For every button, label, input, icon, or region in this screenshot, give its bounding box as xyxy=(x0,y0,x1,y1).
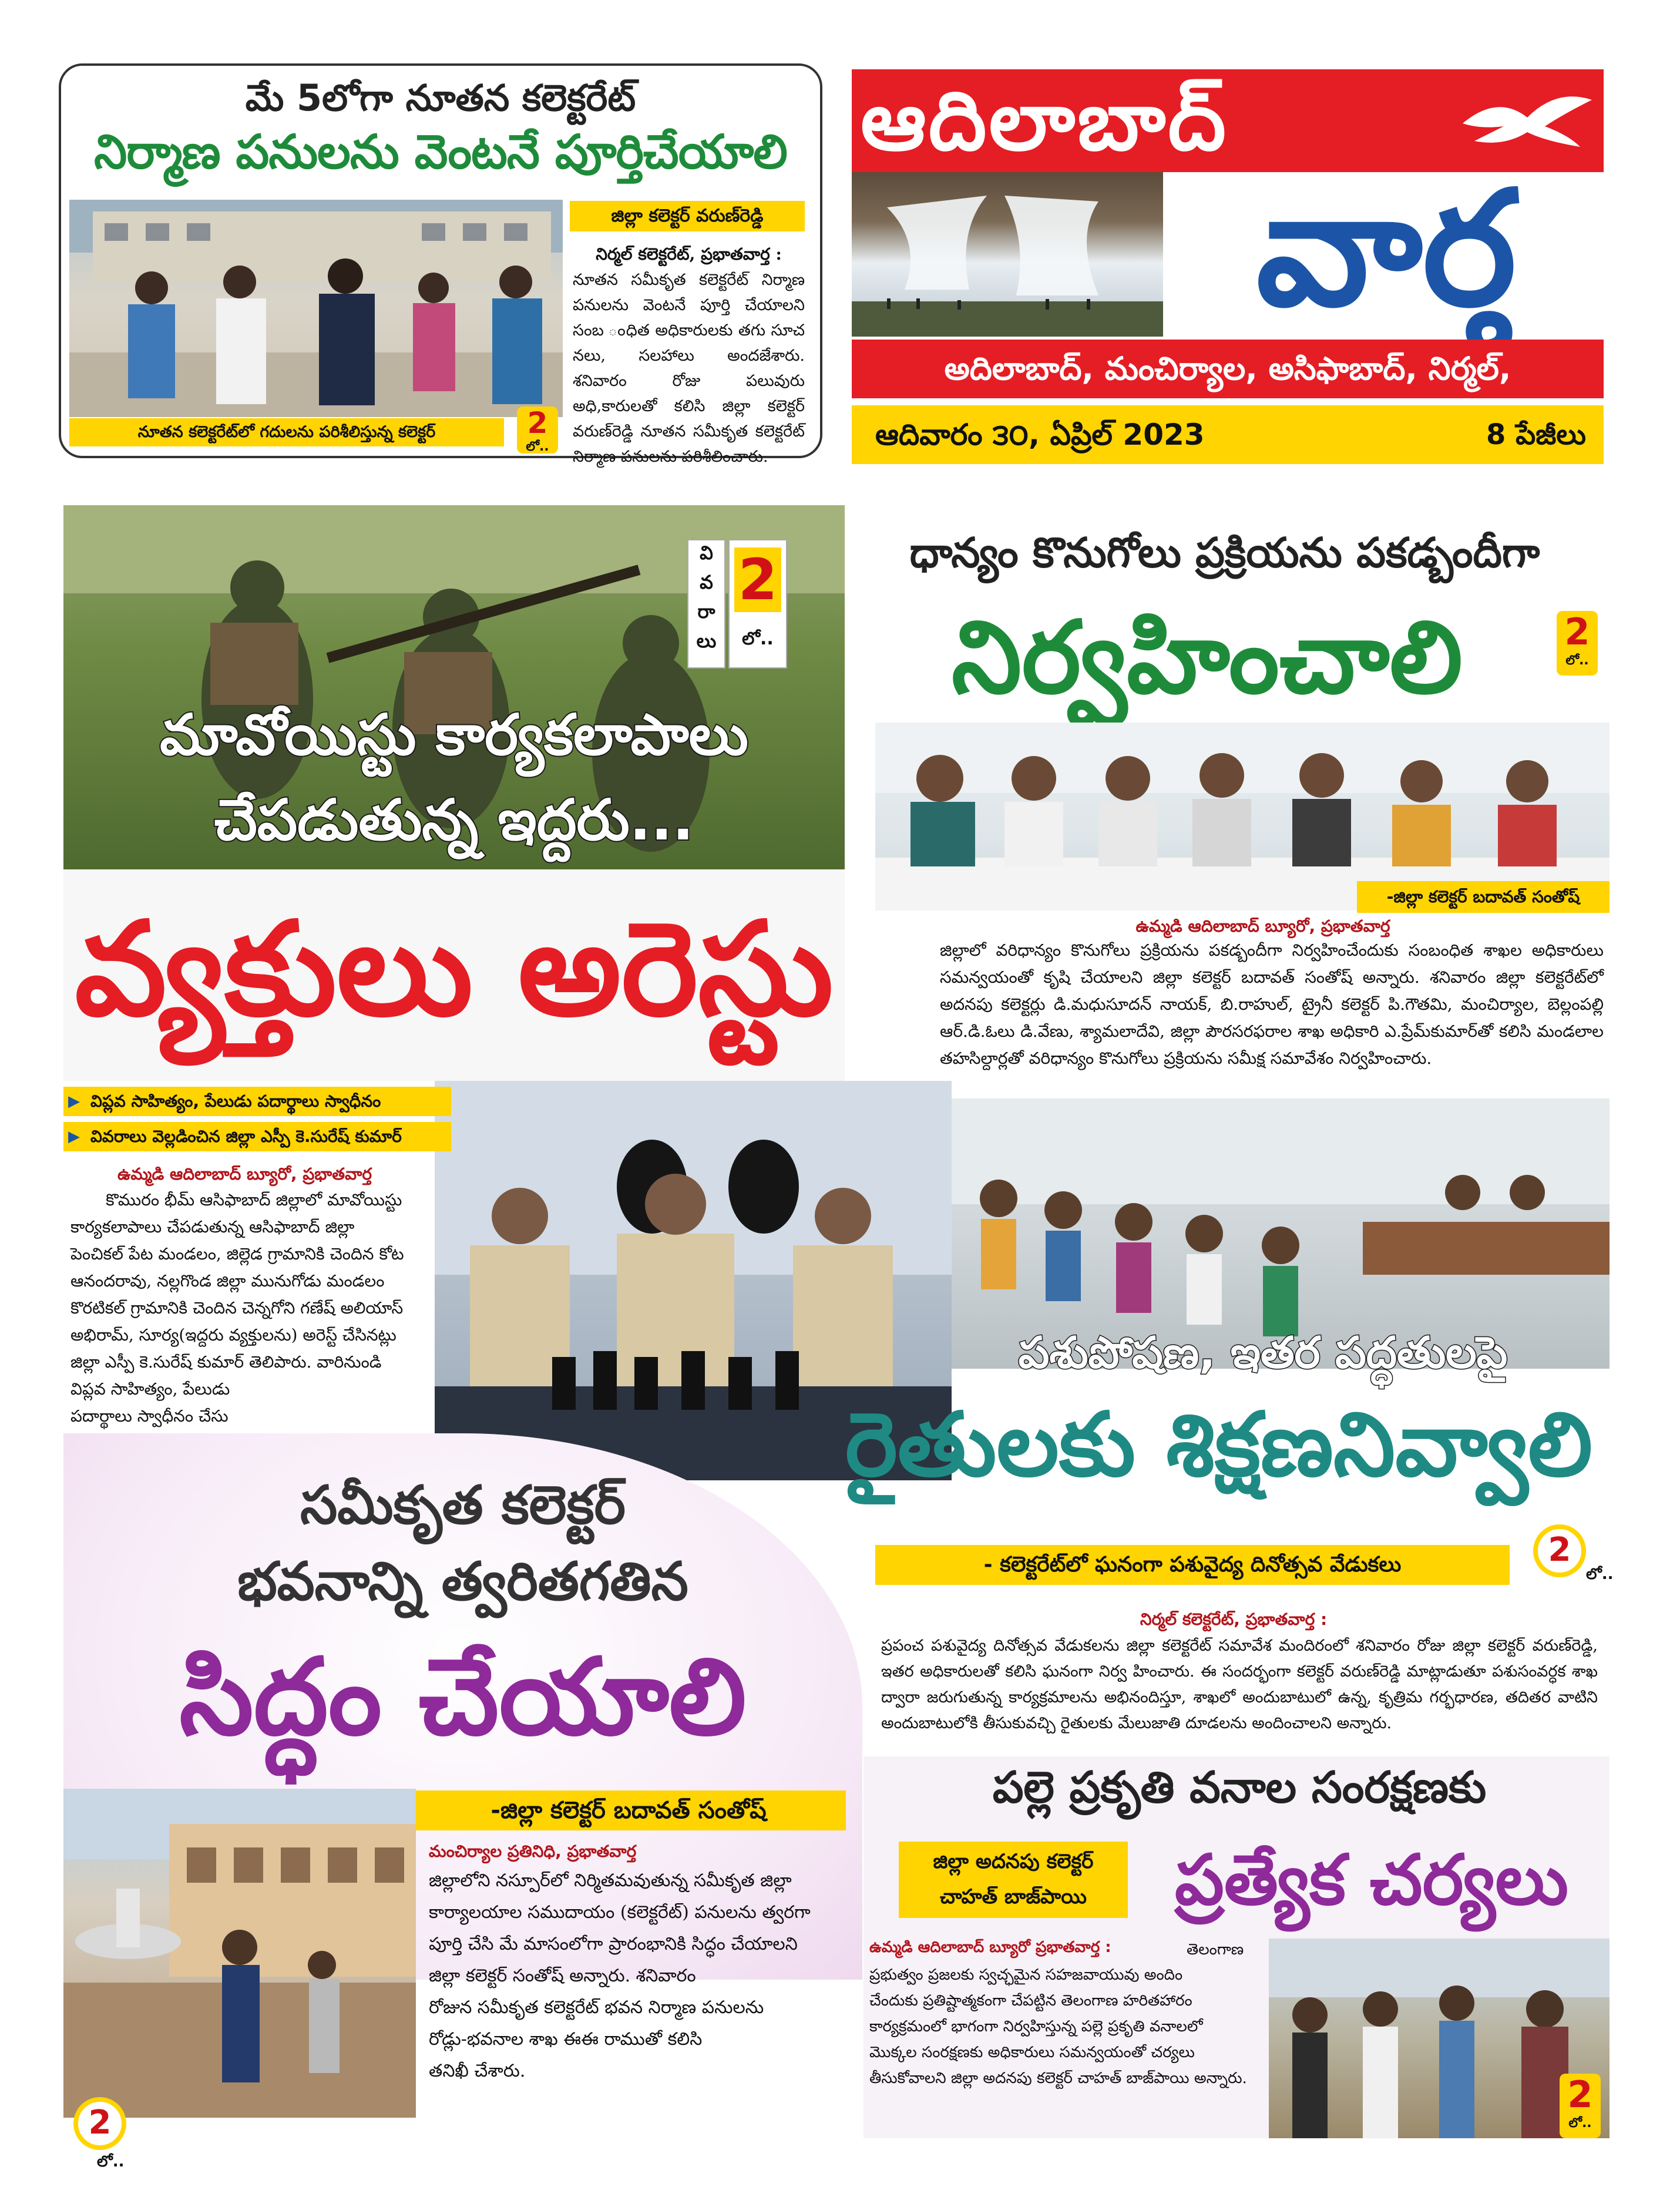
story4-page-num: 2 xyxy=(1548,1531,1571,1569)
masthead-date: ఆదివారం ౩౦, ఏప్రిల్ 2023 xyxy=(875,418,1205,452)
story5-body-line: పూర్తి చేసి మే మాసంలోగా ప్రారంభానికి సిద్ధం చేయాలని xyxy=(429,1934,798,1954)
story2-body-line: పెంచికల్ పేట మండలం, జిల్లెడ గ్రామానికి చెందిన కోట xyxy=(70,1244,404,1264)
story5-line2: భవనాన్ని త్వరితగతిన xyxy=(237,1551,688,1612)
story2-body-line: అభిరామ్, సూర్య(ఇద్దరు వ్యక్తులను) అరెస్ట్ చేసినట్లు xyxy=(70,1325,397,1345)
story1-caption: నూతన కలెక్టరేట్‌లో గదులను పరిశీలిస్తున్న కలెక్టర్ xyxy=(69,418,504,446)
story6-body-line: చేందుకు ప్రతిష్టాత్మకంగా చేపట్టిన తెలంగాణ హరితహారం xyxy=(869,1992,1192,2010)
story6-body xyxy=(869,1962,1269,2091)
story3-byline: ఉమ్మడి ఆదిలాబాద్ బ్యూరో, ప్రభాతవార్త xyxy=(1135,916,1390,936)
masthead-pages: 8 పేజీలు xyxy=(1486,418,1586,451)
story1-body: నూతన సమీకృత కలెక్టరేట్ నిర్మాణ పనులను వెంటనే పూర్తి చేయాలని సంబ ంధిత అధికారులకు తగు సూచ నలు, సలహాలు అందజేశారు. శనివారం రోజు పలువురు అధి,కారులతో కలిసి జిల్లా కలెక్టర్ వరుణ్‌రెడ్డి నూతన సమీకృత కలెక్టరేట్ నిర్మాణ పనులను పరిశీలించారు. xyxy=(573,271,805,466)
masthead-title-top: ఆదిలాబాద్ xyxy=(861,75,1229,167)
story6-page-badge[interactable] xyxy=(1560,2074,1601,2138)
story5-byline: మంచిర్యాల ప్రతినిధి, ప్రభాతవార్త xyxy=(429,1842,637,1861)
story1-headline: నిర్మాణ పనులను వెంటనే పూర్తిచేయాలి xyxy=(94,125,787,179)
story6-tag-line1: జిల్లా అదనపు కలెక్టర్ xyxy=(933,1850,1094,1873)
story2-page-badge[interactable] xyxy=(728,539,787,668)
story2-side-label-2: రా xyxy=(697,600,715,623)
story2-side-label-0: వి xyxy=(700,542,713,564)
story6-tag xyxy=(899,1842,1128,1918)
story1-page-badge[interactable] xyxy=(517,407,558,453)
masthead-waterfall-photo xyxy=(852,172,1163,337)
story6-page-num: 2 xyxy=(1567,2073,1593,2116)
story6-kicker: పల్లె ప్రకృతి వనాల సంరక్షణకు xyxy=(992,1762,1487,1813)
story1-byline: నిర్మల్ కలెక్టరేట్, ప్రభాతవార్త : xyxy=(596,244,782,264)
story4-body: ప్రపంచ పశువైద్య దినోత్సవ వేడుకలను జిల్లా కలెక్టరేట్ సమావేశ మందిరంలో శనివారం రోజు జిల్లా కలెక్టర్ వరుణ్‌రెడ్డి, ఇతర అధికారులతో కలిసి ఘనంగా నిర్వ హించారు. ఈ సందర్భంగా కలెక్టర్ వరుణ్‌రెడ్డి మాట్లాడుతూ పశుసంవర్ధక శాఖ ద్వారా జరుగుతున్న కార్యక్రమాలను అభినందిస్తూ, శాఖలో అందుబాటులో ఉన్న, కృత్రిమ గర్భధారణ, తదితర వాటిని అందుబాటులోకి తీసుకువచ్చి రైతులకు మేలుజాతి దూడలను అందించాలని అన్నారు. xyxy=(881,1637,1598,1732)
story2-side-label-3: లు xyxy=(696,630,717,652)
story1-kicker: మే 5లోగా నూతన కలెక్టరేట్ xyxy=(245,76,636,119)
story2-body-line: కొమురం భీమ్ ఆసిఫాబాద్ జిల్లాలో మావోయిస్టు xyxy=(106,1190,402,1210)
story2-body-line: విప్లవ సాహిత్యం, పేలుడు xyxy=(70,1379,230,1399)
story5-tag: -జిల్లా కలెక్టర్ బదావత్ సంతోష్ xyxy=(411,1790,846,1830)
story4-byline: నిర్మల్ కలెక్టరేట్, ప్రభాతవార్త : xyxy=(1140,1610,1328,1629)
story5-page-lo: లో.. xyxy=(97,2153,125,2171)
story5-body-line: తనిఖీ చేశారు. xyxy=(429,2061,526,2081)
story1-page-num: 2 xyxy=(527,406,548,440)
masthead-title-big: వార్త xyxy=(1256,161,1517,338)
story2-body-line: కొరటికల్ గ్రామానికి చెందిన చెన్నగోని గణేష్ అలియాస్ xyxy=(70,1298,404,1318)
story4-kicker: పశుపోషణ, ఇతర పద్ధతులపై xyxy=(1018,1328,1508,1378)
story2-body-line: కార్యకలాపాలు చేపడుతున్న ఆసిఫాబాద్ జిల్లా xyxy=(70,1217,355,1237)
story2-headline: వ్యక్తులు అరెస్టు xyxy=(75,894,834,1044)
story2-line2: చేపడుతున్న ఇద్దరు... xyxy=(214,787,694,853)
story5-line1: సమీకృత కలెక్టర్ xyxy=(300,1474,626,1536)
story3-kicker: ధాన్యం కొనుగోలు ప్రక్రియను పకడ్బందీగా xyxy=(909,529,1540,577)
story6-body-line: కార్యక్రమంలో భాగంగా నిర్వహిస్తున్న పల్లె ప్రకృతి వనాలలో xyxy=(869,2018,1203,2035)
masthead-districts: అదిలాబాద్, మంచిర్యాల, అసిఫాబాద్, నిర్మల్, xyxy=(852,340,1604,398)
story6-body-line: తీసుకోవాలని జిల్లా అదనపు కలెక్టర్ చాహత్ బాజ్‌పాయి అన్నారు. xyxy=(869,2070,1247,2087)
story3-page-num: 2 xyxy=(1564,610,1590,653)
story4-page-badge[interactable] xyxy=(1533,1524,1586,1577)
story6-byline: ఉమ్మడి ఆదిలాబాద్ బ్యూరో ప్రభాతవార్త : xyxy=(869,1939,1111,1956)
story3-page-badge[interactable] xyxy=(1557,611,1598,676)
story6-page-lo: లో.. xyxy=(1568,2116,1592,2131)
story5-page-badge[interactable] xyxy=(73,2097,126,2150)
story2-body-line: పదార్థాలు స్వాధీనం చేసు xyxy=(70,1406,229,1426)
story6-body-first: తెలంగాణ xyxy=(1187,1941,1244,1958)
dove-icon xyxy=(1457,82,1598,164)
story4-tag: - కలెక్టరేట్‌లో ఘనంగా పశువైద్య దినోత్సవ వేడుకలు xyxy=(875,1545,1510,1585)
story2-bullet1: ▶ విప్లవ సాహిత్యం, పేలుడు పదార్థాలు స్వాధీనం xyxy=(63,1087,451,1116)
story6-body-line: మొక్కల సంరక్షణకు అధికారులు సమన్వయంతో చర్యలు xyxy=(869,2044,1195,2061)
story2-page-lo: లో.. xyxy=(742,629,774,649)
story2-body-line: జిల్లా ఎస్పీ కె.సురేష్ కుమార్ తెలిపారు. వారినుండి xyxy=(70,1352,382,1372)
story5-body-line: కార్యాలయాల సముదాయం (కలెక్టరేట్) పనులను త్వరగా xyxy=(429,1902,811,1923)
story4-page-lo: లో.. xyxy=(1586,1565,1614,1583)
story6-headline: ప్రత్యేక చర్యలు xyxy=(1174,1839,1569,1920)
story5-body xyxy=(429,1865,852,2087)
story3-tag: -జిల్లా కలెక్టర్ బదావత్ సంతోష్ xyxy=(1357,881,1610,913)
story5-body-line: జిల్లాలోని నస్పూర్‌లో నిర్మితమవుతున్న సమీకృత జిల్లా xyxy=(429,1870,792,1891)
story2-page-num: 2 xyxy=(734,547,781,612)
story1-tag: జిల్లా కలెక్టర్ వరుణ్‌రెడ్డి xyxy=(570,201,805,231)
story5-body-line: రోజున సమీకృత కలెక్టరేట్ భవన నిర్మాణ పనులను xyxy=(429,1997,764,2018)
story2-body-line: ఆనందరావు, నల్లగొండ జిల్లా మునుగోడు మండలం xyxy=(70,1271,385,1291)
story6-tag-line2: చాహత్ బాజ్‌పాయి xyxy=(940,1885,1087,1909)
story2-bullet2: ▶ వివరాలు వెల్లడించిన జిల్లా ఎస్పీ కె.సురేష్ కుమార్ xyxy=(63,1122,451,1151)
story3-page-lo: లో.. xyxy=(1565,653,1589,668)
story4-headline: రైతులకు శిక్షణనివ్వాలి xyxy=(845,1394,1593,1496)
story5-photo xyxy=(63,1789,416,2118)
story1-photo xyxy=(69,200,563,417)
story5-page-num: 2 xyxy=(88,2104,112,2142)
story1-page-lo: లో.. xyxy=(526,439,549,454)
story3-headline: నిర్వహించాలి xyxy=(951,600,1463,716)
story2-side-label-1: వ xyxy=(700,571,713,593)
story3-body: జిల్లాలో వరిధాన్యం కొనుగోలు ప్రక్రియను పకడ్బందీగా నిర్వహించేందుకు సంబంధిత శాఖల అధికారులు సమన్వయంతో కృషి చేయాలని జిల్లా కలెక్టర్ బదావత్ సంతోష్ అన్నారు. శనివారం జిల్లా కలెక్టరేట్‌లో అదనపు కలెక్టర్లు డి.మధుసూదన్ నాయక్, బి.రాహుల్, ట్రైనీ కలెక్టర్ పి.గౌతమి, మంచిర్యాల, బెల్లంపల్లి ఆర్.డి.ఓలు డి.వేణు, శ్యామలాదేవి, జిల్లా పౌరసరఫరాల శాఖ అధికారి ఎ.ప్రేమ్‌కుమార్‌తో కలిసి మండలాల తహసిల్దార్లతో వరిధాన్యం కొనుగోలు ప్రక్రియను సమీక్ష సమావేశం నిర్వహించారు. xyxy=(940,940,1604,1068)
story2-byline: ఉమ్మడి ఆదిలాబాద్ బ్యూరో, ప్రభాతవార్త xyxy=(117,1164,372,1184)
story6-body-line: ప్రభుత్వం ప్రజలకు స్వచ్ఛమైన సహజవాయువు అందిం xyxy=(869,1966,1183,1984)
story5-headline: సిద్ధం చేయాలి xyxy=(179,1636,747,1759)
story5-body-line: జిల్లా కలెక్టర్ సంతోష్ అన్నారు. శనివారం xyxy=(429,1966,696,1986)
story6-photo xyxy=(1269,1939,1610,2138)
story5-body-line: రోడ్లు-భవనాల శాఖ ఈఈ రాముతో కలిసి xyxy=(429,2029,703,2050)
story2-line1: మావోయిస్టు కార్యకలాపాలు xyxy=(160,702,748,768)
